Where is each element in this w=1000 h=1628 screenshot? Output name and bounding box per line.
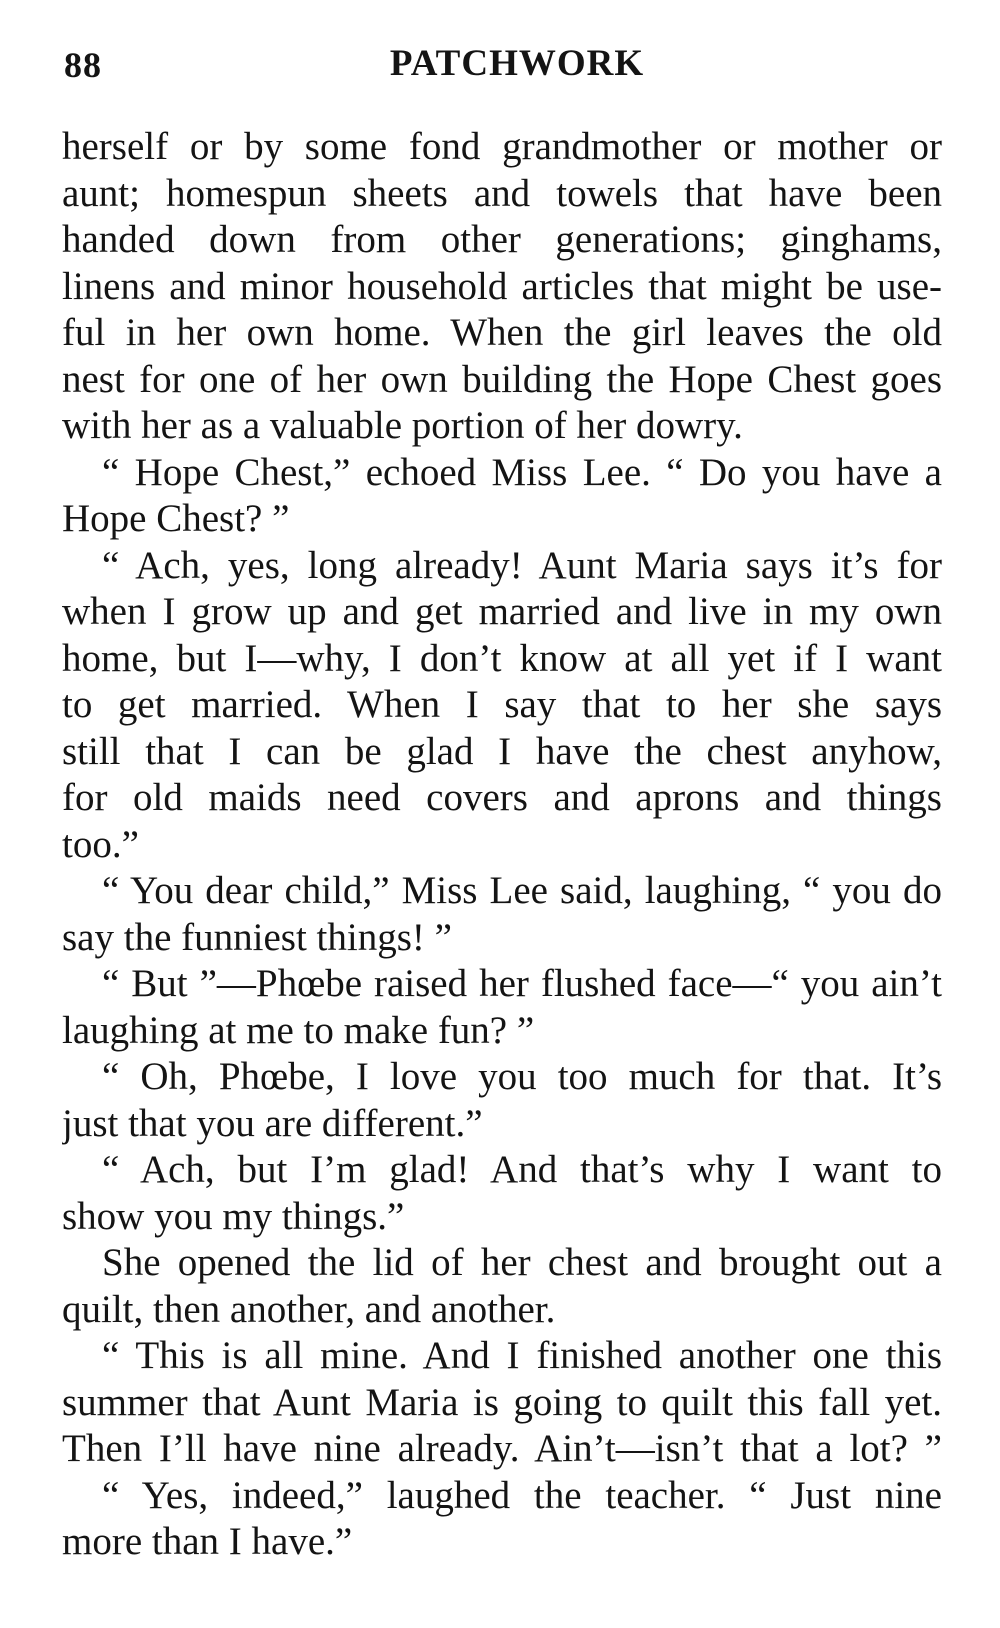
book-page	[62, 30, 942, 1566]
running-title: PATCHWORK	[389, 43, 645, 84]
text-line: linens and minor household articles that might be use-	[62, 264, 942, 308]
text-line: when I grow up and get married and live in my own	[62, 590, 942, 633]
body-text	[62, 124, 942, 1566]
text-line: herself or by some fond grandmother or mother or	[62, 125, 942, 168]
text-line: handed down from other generations; ginghams,	[62, 218, 942, 261]
text-line: “ Hope Chest,” echoed Miss Lee. “ Do you have a	[102, 450, 942, 494]
text-line: Then I’ll have nine already. Ain’t—isn’t that a lot? ”	[62, 1427, 942, 1470]
text-line: “ But ”—Phœbe raised her flushed face—“ you ain’t	[102, 962, 942, 1005]
text-line: “ Yes, indeed,” laughed the teacher. “ Just nine	[102, 1473, 942, 1517]
text-line: “ Oh, Phœbe, I love you too much for that. It’s	[102, 1055, 942, 1098]
text-line: show you my things.”	[62, 1194, 405, 1238]
text-line: “ Ach, but I’m glad! And that’s why I want to	[102, 1148, 942, 1191]
text-line: say the funniest things! ”	[62, 915, 452, 959]
text-line: ful in her own home. When the girl leaves the old	[62, 311, 942, 354]
text-line: home, but I—why, I don’t know at all yet if I want	[62, 636, 942, 680]
running-head	[62, 30, 942, 100]
text-line: more than I have.”	[62, 1520, 353, 1563]
text-line: aunt; homespun sheets and towels that have been	[62, 171, 942, 215]
text-line: quilt, then another, and another.	[62, 1287, 556, 1331]
text-line: just that you are different.”	[62, 1101, 483, 1145]
page-number: 88	[64, 45, 102, 85]
text-line: for old maids need covers and aprons and things	[62, 776, 942, 819]
text-line: She opened the lid of her chest and brought out a	[102, 1241, 942, 1284]
text-line: with her as a valuable portion of her dowry.	[62, 404, 743, 447]
text-line: too.”	[62, 822, 139, 866]
text-line: summer that Aunt Maria is going to quilt this fall yet.	[62, 1380, 942, 1424]
text-line: “ Ach, yes, long already! Aunt Maria says it’s for	[102, 543, 942, 587]
text-line: to get married. When I say that to her she says	[62, 683, 942, 726]
text-line: “ This is all mine. And I finished another one this	[102, 1334, 942, 1377]
text-line: still that I can be glad I have the chest anyhow,	[62, 729, 942, 773]
text-line: Hope Chest? ”	[62, 497, 290, 540]
text-line: “ You dear child,” Miss Lee said, laughing, “ you do	[102, 869, 942, 912]
text-line: nest for one of her own building the Hope Chest goes	[62, 357, 942, 401]
text-line: laughing at me to make fun? ”	[62, 1008, 535, 1052]
